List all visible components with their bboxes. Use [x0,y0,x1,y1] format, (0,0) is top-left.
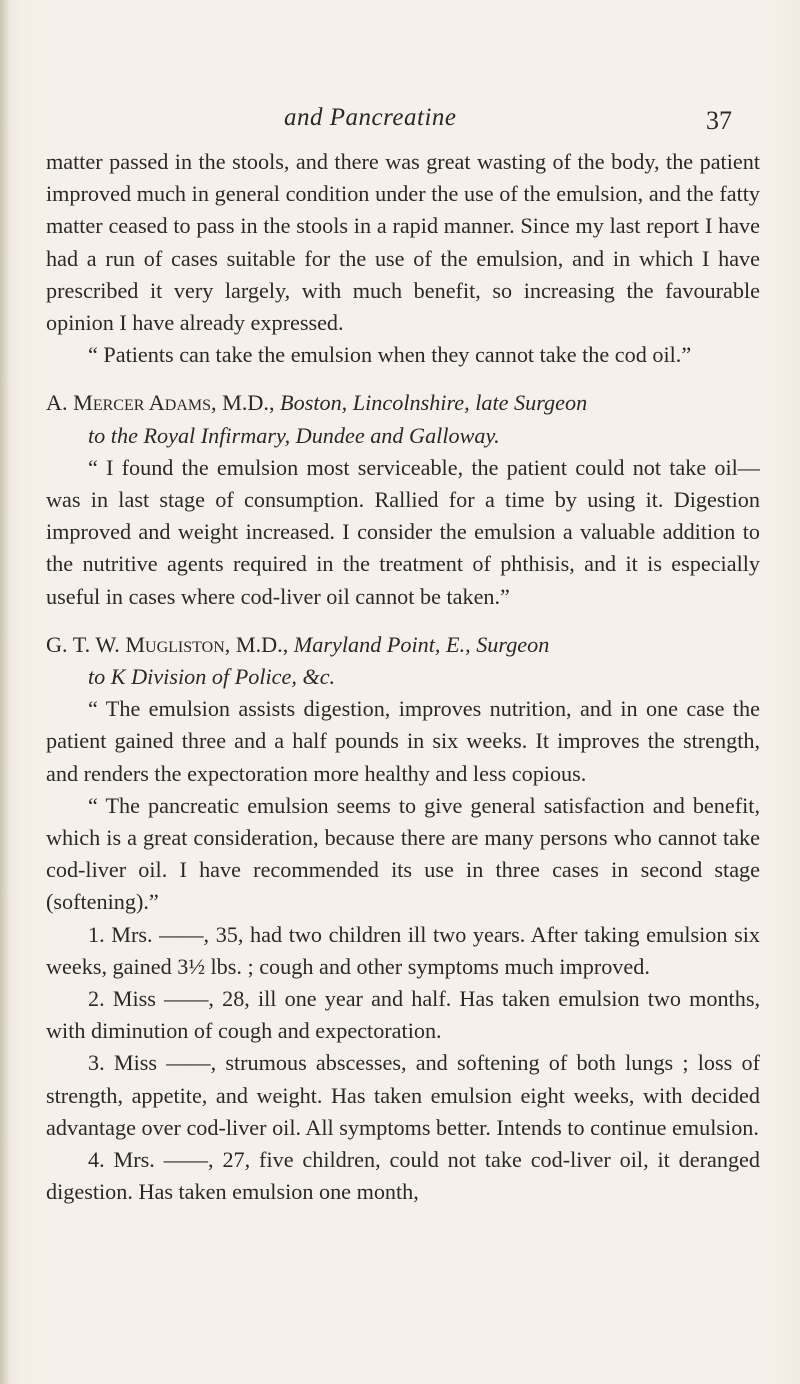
byline-initial: A. [46,390,68,416]
byline-name: Mugliston, [125,631,231,657]
spacer [46,371,760,387]
byline-place: Maryland Point, E., Surgeon [293,631,550,657]
case-item: 1. Mrs. ——, 35, had two children ill two years. After taking emulsion six weeks, gained 3½ lbs. ; cough and other symptoms much improved. [46,921,760,979]
paragraph-quote: “ Patients can take the emulsion when they cannot take the cod oil.” [88,342,692,368]
paragraph-continuation: matter passed in the stools, and there was great wasting of the body, the patient improved much in general condition under the use of the emulsion, and the fatty matter ceased to pass in the stools in a rapid manner. Since my last report I have had a run of cases suitable for the use of the emulsion, and in which I have prescribed it very largely, with much benefit, so increasing the favourable opinion I have already expressed. [46,149,760,336]
body-text [46,146,760,1209]
paragraph-testimonial: “ The pancreatic emulsion seems to give general satisfaction and benefit, which is a great consideration, because there are many persons who cannot take cod-liver oil. I have recommended its use in three cases in second stage (softening).” [46,792,760,915]
byline-mugliston-line2: to K Division of Police, &c. [88,664,336,690]
byline-name: Mercer Adams, [73,390,217,416]
running-title: and Pancreatine [284,104,457,131]
byline-degree: M.D., [222,390,275,416]
byline-degree: M.D., [235,631,289,657]
page-number: 37 [706,106,732,135]
byline-adams-line2: to the Royal Infirmary, Dundee and Galloway. [88,422,500,448]
case-item: 2. Miss ——, 28, ill one year and half. Has taken emulsion two months, with diminution of cough and expectoration. [46,986,760,1044]
byline-place: Boston, Lincolnshire, late Surgeon [280,390,588,416]
running-head [0,104,800,140]
byline-initial: G. T. W. [46,631,120,657]
gutter-shadow [0,0,10,1384]
case-item: 4. Mrs. ——, 27, five children, could not take cod-liver oil, it deranged digestion. Has taken emulsion one month, [46,1147,760,1205]
spacer [46,613,760,629]
byline-adams [46,387,760,419]
byline-mugliston [46,629,760,661]
paragraph-testimonial: “ I found the emulsion most serviceable, the patient could not take oil—was in last stage of consumption. Rallied for a time by using it. Digestion improved and weight increased. I consider the emulsion a valuable addition to the nutritive agents required in the treatment of phthisis, and it is especially useful in cases where cod-liver oil cannot be taken.” [46,454,760,609]
paragraph-testimonial: “ The emulsion assists digestion, improves nutrition, and in one case the patient gained three and a half pounds in six weeks. It improves the strength, and renders the expectoration more healthy and less copious. [46,696,760,786]
case-item: 3. Miss ——, strumous abscesses, and softening of both lungs ; loss of strength, appetite, and weight. Has taken emulsion eight weeks, with decided advantage over cod-liver oil. All symptoms better. Intends to continue emulsion. [46,1050,760,1140]
